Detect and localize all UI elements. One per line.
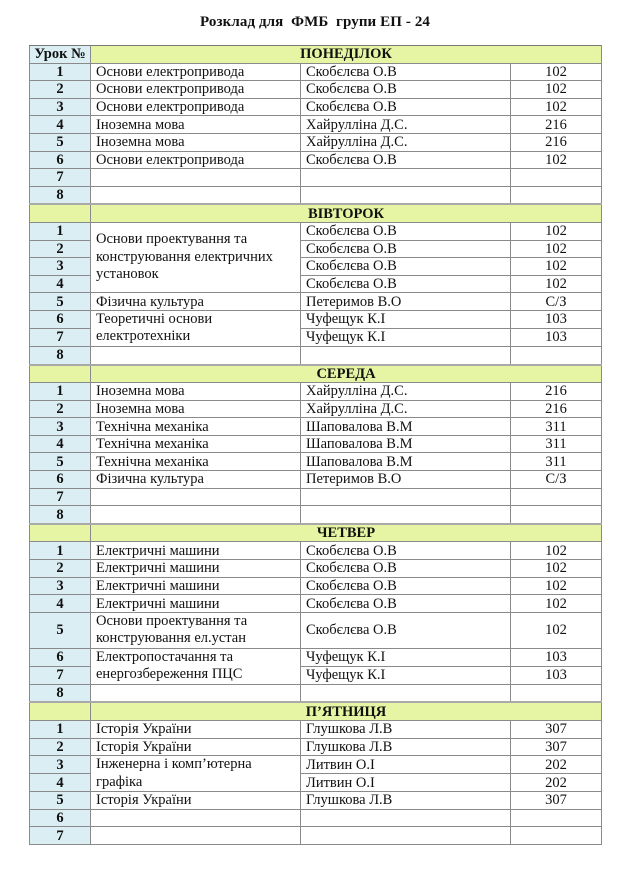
subject-merged: [91, 222, 301, 292]
room: 102: [511, 240, 602, 258]
lesson-number: 1: [30, 222, 91, 240]
lesson-number: 8: [30, 684, 91, 702]
subject: [91, 169, 301, 187]
room: 102: [511, 81, 602, 99]
day-header-spacer: [30, 365, 91, 383]
teacher: Глушкова Л.В: [301, 792, 511, 810]
subject: Фізична культура: [91, 293, 301, 311]
subject: Електричні машини: [91, 560, 301, 578]
day-header-row: [30, 204, 602, 222]
subject: [91, 809, 301, 827]
room: 216: [511, 383, 602, 401]
subject: Основи електропривода: [91, 151, 301, 169]
subject-merged: [91, 612, 301, 648]
lesson-number: 5: [30, 453, 91, 471]
room: [511, 186, 602, 204]
room: 102: [511, 560, 602, 578]
teacher: Хайрулліна Д.С.: [301, 400, 511, 418]
room: 216: [511, 133, 602, 151]
table-row: [30, 418, 602, 436]
room: [511, 827, 602, 845]
table-row: [30, 133, 602, 151]
subject: Технічна механіка: [91, 453, 301, 471]
subject: Іноземна мова: [91, 133, 301, 151]
lesson-number: 1: [30, 542, 91, 560]
lesson-number: 4: [30, 275, 91, 293]
teacher: Скобєлєва О.В: [301, 542, 511, 560]
lesson-number: 5: [30, 612, 91, 648]
teacher: Чуфещук К.І: [301, 310, 511, 328]
table-row: [30, 792, 602, 810]
table-row: [30, 151, 602, 169]
teacher: [301, 346, 511, 364]
subject: Основи електропривода: [91, 98, 301, 116]
subject-line: Інженерна і комп’ютерна: [96, 756, 252, 773]
teacher: Скобєлєва О.В: [301, 222, 511, 240]
subject-line: електротехніки: [96, 328, 191, 345]
lesson-number: 4: [30, 116, 91, 134]
lesson-number: 3: [30, 418, 91, 436]
subject-merged: [91, 310, 301, 346]
day-header-spacer: [30, 204, 91, 222]
teacher: Литвин О.І: [301, 774, 511, 792]
table-row: [30, 471, 602, 489]
room: 311: [511, 453, 602, 471]
room: 202: [511, 774, 602, 792]
day-header-row: [30, 702, 602, 720]
teacher: Скобєлєва О.В: [301, 275, 511, 293]
subject: Електричні машини: [91, 577, 301, 595]
room: 103: [511, 328, 602, 346]
subject: Електричні машини: [91, 542, 301, 560]
day-name: ПОНЕДІЛОК: [91, 46, 602, 64]
room: 102: [511, 542, 602, 560]
schedule-table: [29, 45, 602, 845]
table-row: [30, 612, 602, 648]
lesson-number: 6: [30, 809, 91, 827]
teacher: Петеримов В.О: [301, 471, 511, 489]
teacher: Скобєлєва О.В: [301, 63, 511, 81]
lesson-number: 5: [30, 133, 91, 151]
subject: [91, 488, 301, 506]
room: 102: [511, 258, 602, 276]
lesson-number: 3: [30, 577, 91, 595]
table-row: [30, 577, 602, 595]
subject: [91, 186, 301, 204]
teacher: Хайрулліна Д.С.: [301, 116, 511, 134]
teacher: Скобєлєва О.В: [301, 240, 511, 258]
room: 102: [511, 98, 602, 116]
room: 103: [511, 666, 602, 684]
table-row: [30, 116, 602, 134]
teacher: [301, 169, 511, 187]
teacher: Глушкова Л.В: [301, 738, 511, 756]
teacher: Скобєлєва О.В: [301, 612, 511, 648]
room: [511, 809, 602, 827]
subject-line: Основи проектування та: [96, 612, 248, 629]
lesson-number: 4: [30, 435, 91, 453]
room: 311: [511, 435, 602, 453]
subject-line: графіка: [96, 773, 143, 790]
lesson-number: 1: [30, 383, 91, 401]
lesson-number: 1: [30, 721, 91, 739]
subject: Фізична культура: [91, 471, 301, 489]
lesson-number: 2: [30, 240, 91, 258]
teacher: Чуфещук К.І: [301, 328, 511, 346]
teacher: Скобєлєва О.В: [301, 98, 511, 116]
lesson-number: 2: [30, 738, 91, 756]
day-name: ВІВТОРОК: [91, 204, 602, 222]
teacher: [301, 506, 511, 524]
room: 102: [511, 222, 602, 240]
subject-line: установок: [96, 266, 159, 283]
room: 216: [511, 400, 602, 418]
table-row: [30, 809, 602, 827]
day-header-row: [30, 46, 602, 64]
lesson-number: 7: [30, 169, 91, 187]
room: [511, 684, 602, 702]
teacher: Скобєлєва О.В: [301, 258, 511, 276]
lesson-number: 7: [30, 328, 91, 346]
table-row: [30, 400, 602, 418]
subject: [91, 346, 301, 364]
room: 102: [511, 151, 602, 169]
table-row: [30, 542, 602, 560]
teacher: Хайрулліна Д.С.: [301, 383, 511, 401]
table-row: [30, 738, 602, 756]
room: 307: [511, 721, 602, 739]
teacher: Скобєлєва О.В: [301, 577, 511, 595]
teacher: [301, 809, 511, 827]
table-row: [30, 310, 602, 328]
teacher: Литвин О.І: [301, 756, 511, 774]
subject: [91, 506, 301, 524]
room: 216: [511, 116, 602, 134]
subject: Технічна механіка: [91, 435, 301, 453]
teacher: [301, 827, 511, 845]
lesson-number: 7: [30, 488, 91, 506]
subject: Історія України: [91, 721, 301, 739]
teacher: Петеримов В.О: [301, 293, 511, 311]
day-name: ЧЕТВЕР: [91, 524, 602, 542]
teacher: Хайрулліна Д.С.: [301, 133, 511, 151]
subject: Електричні машини: [91, 595, 301, 613]
table-row: [30, 756, 602, 774]
teacher: Глушкова Л.В: [301, 721, 511, 739]
lesson-number: 6: [30, 310, 91, 328]
table-row: [30, 63, 602, 81]
table-row: [30, 684, 602, 702]
table-row: [30, 222, 602, 240]
subject-line: конструювання електричних: [96, 248, 273, 265]
table-row: [30, 293, 602, 311]
lesson-number: 2: [30, 81, 91, 99]
teacher: Скобєлєва О.В: [301, 595, 511, 613]
teacher: Скобєлєва О.В: [301, 560, 511, 578]
subject-merged: [91, 648, 301, 684]
day-header-spacer: [30, 524, 91, 542]
lesson-number: 4: [30, 595, 91, 613]
subject-line: енергозбереження ПЦС: [96, 666, 243, 683]
room: 103: [511, 310, 602, 328]
lesson-number: 3: [30, 98, 91, 116]
subject: Основи електропривода: [91, 63, 301, 81]
table-row: [30, 648, 602, 666]
lesson-number: 8: [30, 506, 91, 524]
lesson-number: 6: [30, 151, 91, 169]
lesson-number: 5: [30, 293, 91, 311]
room: 311: [511, 418, 602, 436]
day-header-spacer: [30, 702, 91, 720]
room: 102: [511, 577, 602, 595]
teacher: [301, 186, 511, 204]
room: [511, 506, 602, 524]
day-name: П’ЯТНИЦЯ: [91, 702, 602, 720]
subject: [91, 827, 301, 845]
table-row: [30, 721, 602, 739]
lesson-number: 2: [30, 400, 91, 418]
subject-merged: [91, 756, 301, 792]
lesson-number: 7: [30, 666, 91, 684]
lesson-number: 8: [30, 186, 91, 204]
room: 102: [511, 63, 602, 81]
teacher: Шаповалова В.М: [301, 453, 511, 471]
teacher: Чуфещук К.І: [301, 666, 511, 684]
lesson-number: 2: [30, 560, 91, 578]
day-name: СЕРЕДА: [91, 365, 602, 383]
table-row: [30, 488, 602, 506]
room: 102: [511, 595, 602, 613]
room: 102: [511, 275, 602, 293]
lesson-number: 4: [30, 774, 91, 792]
room: 307: [511, 792, 602, 810]
table-row: [30, 560, 602, 578]
subject: Іноземна мова: [91, 116, 301, 134]
subject: Технічна механіка: [91, 418, 301, 436]
lesson-number: 3: [30, 756, 91, 774]
teacher: Скобєлєва О.В: [301, 151, 511, 169]
subject-line: Електропостачання та: [96, 648, 234, 665]
lesson-number: 6: [30, 471, 91, 489]
page-title: Розклад для ФМБ групи ЕП - 24: [199, 14, 431, 30]
table-row: [30, 595, 602, 613]
teacher: Скобєлєва О.В: [301, 81, 511, 99]
lesson-number: 8: [30, 346, 91, 364]
subject-line: Теоретичні основи: [96, 310, 213, 327]
teacher: Чуфещук К.І: [301, 648, 511, 666]
table-row: [30, 98, 602, 116]
teacher: Шаповалова В.М: [301, 418, 511, 436]
room: 102: [511, 612, 602, 648]
room: [511, 346, 602, 364]
room: [511, 488, 602, 506]
subject-line: Основи проектування та: [96, 231, 248, 248]
table-row: [30, 186, 602, 204]
room: 202: [511, 756, 602, 774]
lesson-number: 6: [30, 648, 91, 666]
table-row: [30, 346, 602, 364]
table-row: [30, 827, 602, 845]
room: [511, 169, 602, 187]
lesson-number: 5: [30, 792, 91, 810]
room: 103: [511, 648, 602, 666]
teacher: [301, 488, 511, 506]
day-header-row: [30, 365, 602, 383]
lesson-number: 1: [30, 63, 91, 81]
subject: Основи електропривода: [91, 81, 301, 99]
teacher: Шаповалова В.М: [301, 435, 511, 453]
table-row: [30, 453, 602, 471]
subject: Історія України: [91, 792, 301, 810]
subject: Іноземна мова: [91, 400, 301, 418]
table-row: [30, 383, 602, 401]
lesson-number-header: Урок №: [30, 46, 91, 64]
teacher: [301, 684, 511, 702]
subject: Іноземна мова: [91, 383, 301, 401]
table-row: [30, 169, 602, 187]
room: С/З: [511, 471, 602, 489]
table-row: [30, 506, 602, 524]
lesson-number: 3: [30, 258, 91, 276]
day-header-row: [30, 524, 602, 542]
subject: Історія України: [91, 738, 301, 756]
table-row: [30, 435, 602, 453]
room: 307: [511, 738, 602, 756]
subject-line: конструювання ел.устан: [96, 630, 247, 647]
subject: [91, 684, 301, 702]
table-row: [30, 81, 602, 99]
room: С/З: [511, 293, 602, 311]
lesson-number: 7: [30, 827, 91, 845]
